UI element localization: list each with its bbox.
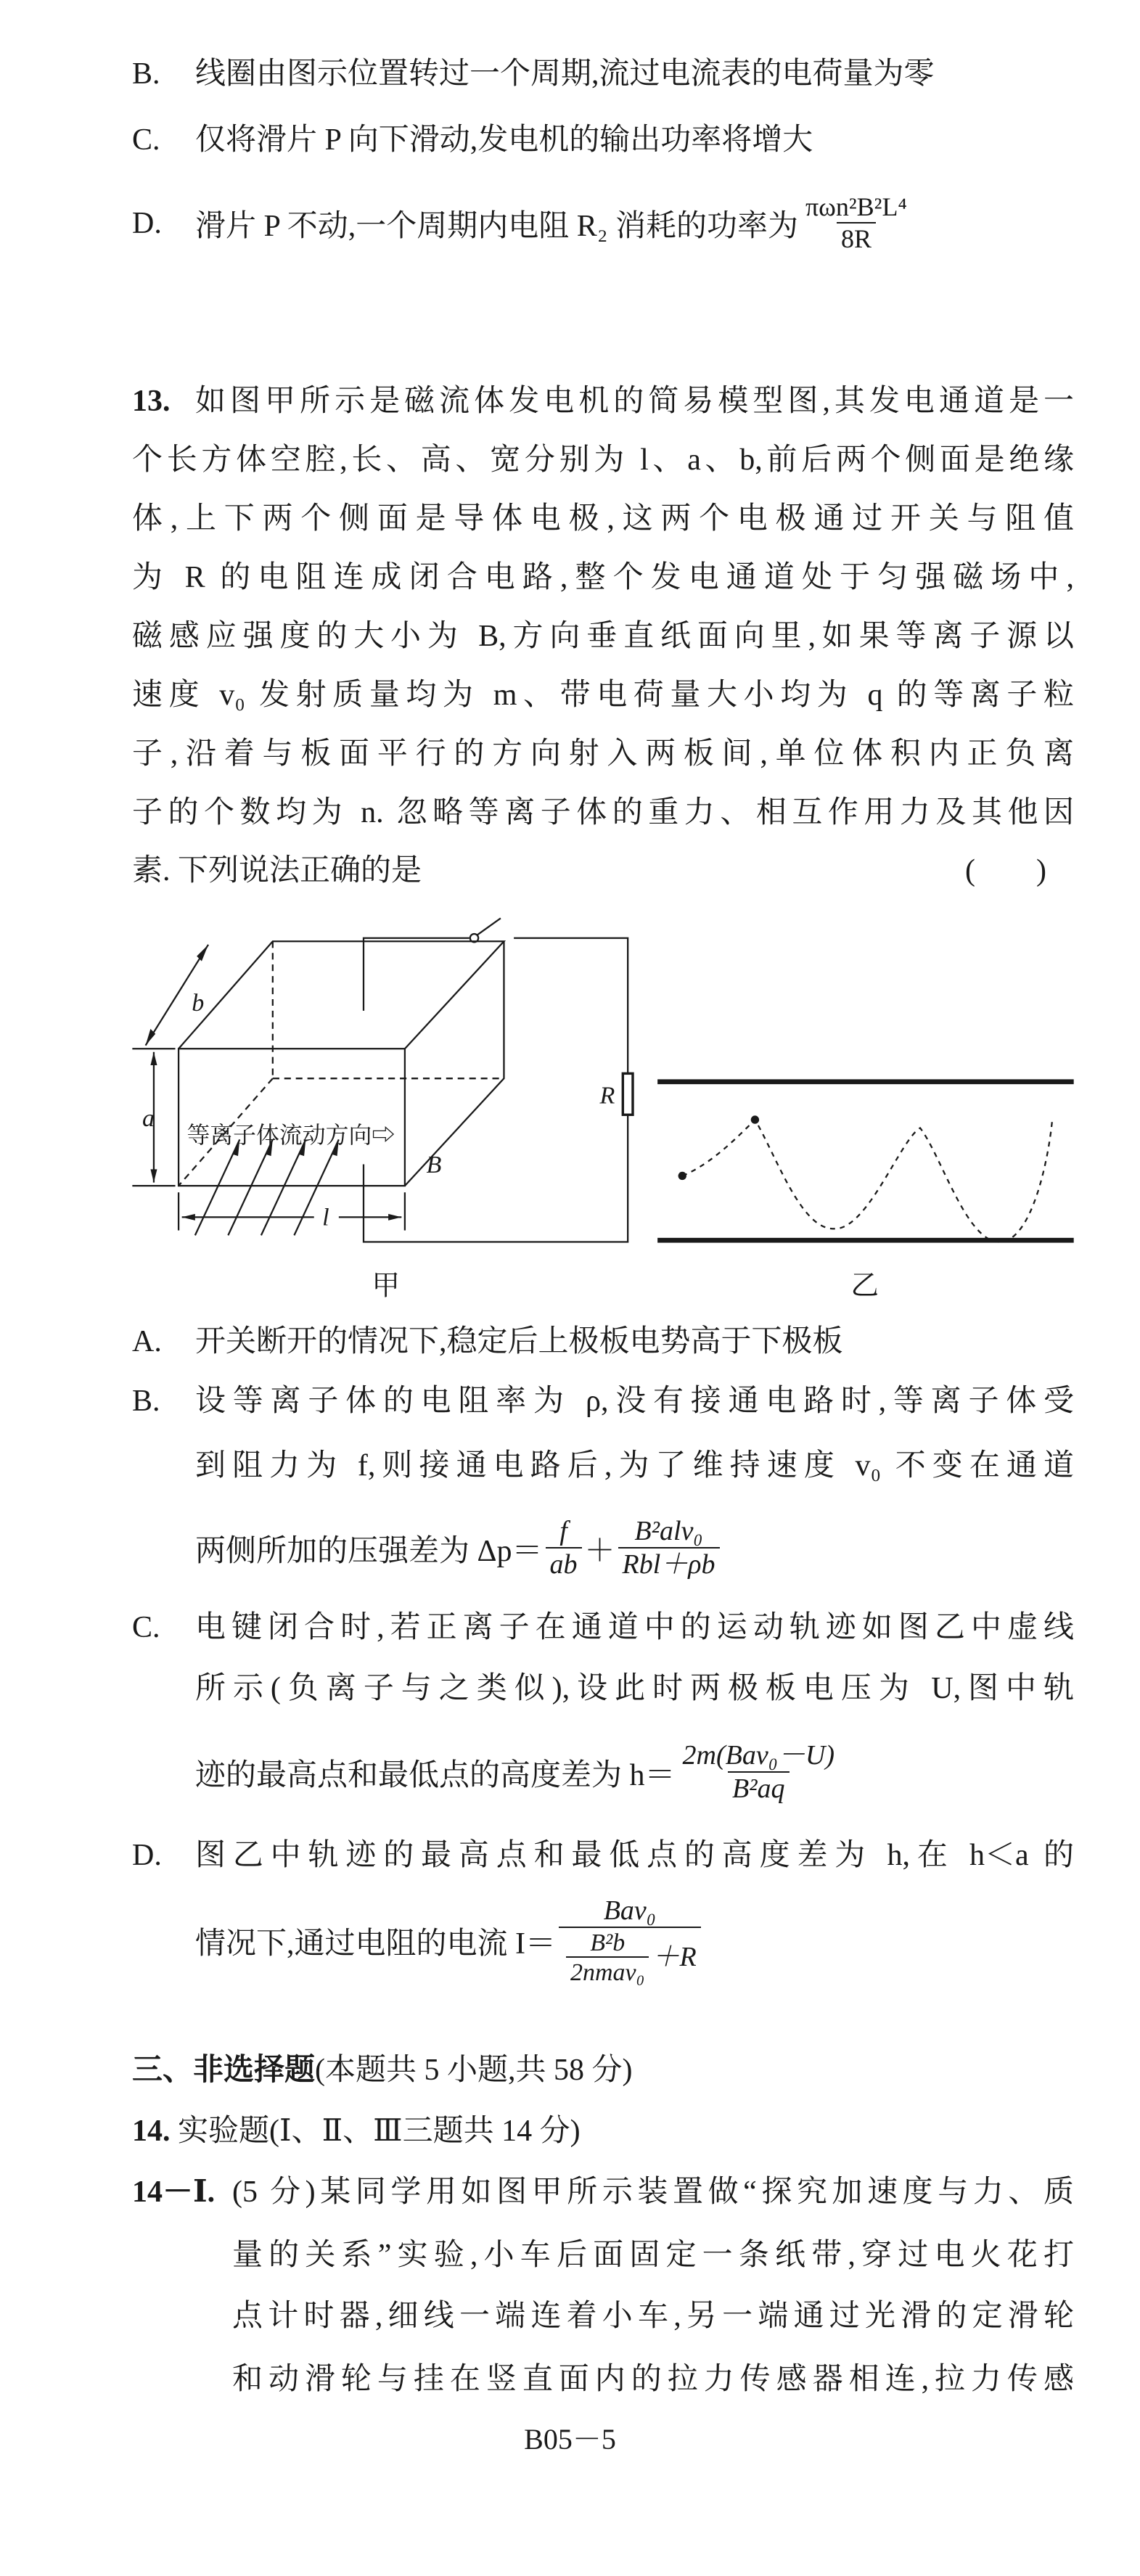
- q13-line-1: 如图甲所示是磁流体发电机的简易模型图,其发电通道是一: [195, 385, 1074, 418]
- q14-heading: [132, 2109, 581, 2153]
- formula-lead: 迹的最高点和最低点的高度差为 h＝: [195, 1759, 676, 1792]
- resistor: [623, 1073, 633, 1115]
- switch-icon: [477, 918, 501, 935]
- channel-right-face: [405, 941, 504, 1186]
- q12-option-b: 线圈由图示位置转过一个周期,流过电流表的电荷量为零: [195, 57, 935, 91]
- section-title: 三、非选择题: [132, 2054, 316, 2087]
- q12-option-d-letter: D.: [132, 207, 162, 240]
- formula-denominator: 8R: [837, 222, 876, 254]
- q13-option-b-line-2: 到阻力为 f,则接通电路后,为了维持速度 v₀ 不变在通道: [195, 1449, 1074, 1482]
- label-R: R: [599, 1082, 615, 1109]
- q14-1-line-1: (5 分)某同学用如图甲所示装置做“探究加速度与力、质: [232, 2175, 1074, 2209]
- caption-jia: 甲: [372, 1271, 401, 1302]
- formula-numerator: 2m(Bav₀－U): [682, 1740, 835, 1771]
- answer-paren: ( ): [965, 854, 1046, 887]
- formula-denominator: B²aq: [728, 1771, 790, 1805]
- q12-option-d: [195, 180, 914, 267]
- flow-direction-label: 等离子体流动方向⇨: [186, 1122, 395, 1148]
- label-B: B: [426, 1151, 442, 1178]
- label-a: a: [142, 1105, 155, 1133]
- fraction-magnetic-term: [618, 1517, 720, 1580]
- q13-figure: [0, 892, 1140, 1305]
- q13-option-c-formula-line: [195, 1729, 842, 1816]
- circuit-wire-bottom: [364, 1115, 628, 1242]
- section-3-heading: [132, 2048, 633, 2092]
- q13-line-9: 素. 下列说法正确的是: [132, 854, 422, 887]
- label-l: l: [322, 1204, 329, 1231]
- formula-denominator: ab: [546, 1547, 582, 1580]
- ion-trajectory: [682, 1120, 1052, 1242]
- q13-line-5: 磁感应强度的大小为 B,方向垂直纸面向里,如果等离子源以: [132, 620, 1074, 653]
- q13-line-4: 为 R 的电阻连成闭合电路,整个发电通道处于匀强磁场中,: [132, 561, 1074, 594]
- q13-line-3: 体,上下两个侧面是导体电极,这两个电极通过开关与阻值: [132, 502, 1074, 536]
- formula-denominator: Rbl＋ρb: [618, 1547, 720, 1580]
- channel-front-face: [179, 1049, 405, 1186]
- q14-1-line-2: 量的关系”实验,小车后面固定一条纸带,穿过电火花打: [232, 2239, 1074, 2272]
- q14-text: 实验题(Ⅰ、Ⅱ、Ⅲ三题共 14 分): [178, 2114, 581, 2148]
- formula-numerator: f: [559, 1516, 567, 1547]
- q12-option-b-letter: B.: [132, 57, 160, 91]
- section-note: (本题共 5 小题,共 58 分): [315, 2054, 633, 2087]
- formula-lead: 情况下,通过电阻的电流 I＝: [195, 1927, 556, 1961]
- formula-numerator: B²alv₀: [634, 1516, 703, 1547]
- plus-sign: ＋: [584, 1535, 615, 1568]
- hidden-edges: [179, 941, 504, 1186]
- q13-option-b-formula-line: [195, 1505, 723, 1592]
- fraction-f-over-ab: [546, 1517, 582, 1580]
- q14-1-number: 14－Ⅰ.: [132, 2175, 216, 2209]
- page-number: B05－5: [524, 2423, 616, 2456]
- formula-lead: 两侧所加的压强差为 Δp＝: [195, 1535, 543, 1568]
- formula-numerator: πωn²B²L⁴: [805, 192, 907, 222]
- q13-option-c-line-1: 电键闭合时,若正离子在通道中的运动轨迹如图乙中虚线: [195, 1611, 1074, 1644]
- circuit-wire-right: [514, 938, 628, 1074]
- inner-fraction: [566, 1929, 649, 1987]
- q14-1-line-3: 点计时器,细线一端连着小车,另一端通过光滑的定滑轮: [232, 2300, 1074, 2333]
- q13-option-a: 开关断开的情况下,稳定后上极板电势高于下极板: [195, 1325, 843, 1358]
- q13-line-6: 速度 v₀ 发射质量均为 m、带电荷量大小均为 q 的等离子粒: [132, 678, 1074, 712]
- q12-option-d-formula: [801, 193, 911, 253]
- q13-option-b-line-1: 设等离子体的电阻率为 ρ,没有接通电路时,等离子体受: [195, 1385, 1074, 1418]
- q12-option-c-letter: C.: [132, 123, 160, 157]
- q13-option-d-letter: D.: [132, 1839, 162, 1872]
- q13-number: 13.: [132, 385, 171, 418]
- caption-yi: 乙: [850, 1271, 879, 1302]
- inner-denominator: 2nmav₀: [566, 1956, 649, 1986]
- q13-option-c-letter: C.: [132, 1611, 160, 1644]
- channel-top-face: [179, 941, 504, 1049]
- fraction-current: [559, 1896, 701, 1987]
- q13-option-a-letter: A.: [132, 1325, 162, 1358]
- q14-number: 14.: [132, 2114, 171, 2148]
- plus-R: ＋R: [652, 1941, 697, 1972]
- inner-numerator: B²b: [590, 1929, 626, 1956]
- circuit-wire: [364, 938, 469, 1011]
- q13-line-7: 子,沿着与板面平行的方向射入两板间,单位体积内正负离: [132, 737, 1074, 771]
- q14-1-line-4: 和动滑轮与挂在竖直面内的拉力传感器相连,拉力传感: [232, 2363, 1074, 2396]
- q12-option-d-text: 滑片 P 不动,一个周期内电阻 R₂ 消耗的功率为: [195, 210, 798, 243]
- formula-numerator: Bav₀: [603, 1895, 656, 1926]
- formula-denominator: [559, 1927, 701, 1987]
- trajectory-start-dot: [678, 1172, 686, 1180]
- fraction-height-difference: [678, 1741, 839, 1805]
- q13-line-8: 子的个数均为 n. 忽略等离子体的重力、相互作用力及其他因: [132, 796, 1074, 829]
- q13-option-d-line-1: 图乙中轨迹的最高点和最低点的高度差为 h,在 h＜a 的: [195, 1839, 1074, 1872]
- q13-option-b-letter: B.: [132, 1385, 160, 1418]
- q12-option-c: 仅将滑片 P 向下滑动,发电机的输出功率将增大: [195, 123, 813, 157]
- trajectory-peak-dot: [751, 1115, 759, 1123]
- q13-option-c-line-2: 所示(负离子与之类似),设此时两极板电压为 U,图中轨: [195, 1672, 1074, 1705]
- q13-option-d-formula-line: [195, 1879, 704, 2003]
- label-b: b: [192, 989, 205, 1017]
- q13-line-2: 个长方体空腔,长、高、宽分别为 l、a、b,前后两个侧面是绝缘: [132, 443, 1074, 477]
